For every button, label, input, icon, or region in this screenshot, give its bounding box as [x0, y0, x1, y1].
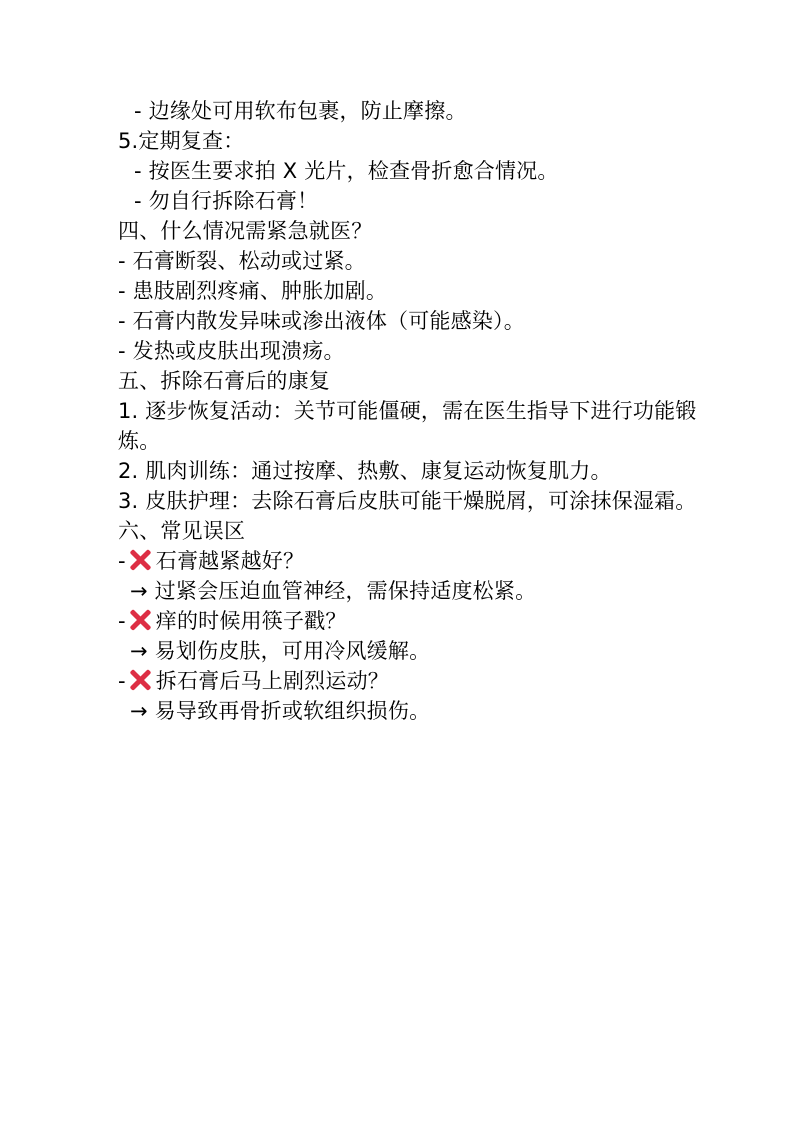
- section-heading: 四、什么情况需紧急就医？: [118, 219, 373, 243]
- dash-prefix: -: [118, 609, 126, 633]
- document-body: [118, 96, 698, 726]
- section-heading: 五、拆除石膏后的康复: [118, 369, 330, 393]
- text-line: - 发热或皮肤出现溃疡。: [118, 339, 345, 363]
- text-line: - 按医生要求拍 X 光片，检查骨折愈合情况。: [134, 159, 559, 183]
- misconception-answer: → 易划伤皮肤，可用冷风缓解。: [130, 639, 431, 663]
- misconception-answer: → 易导致再骨折或软组织损伤。: [130, 699, 431, 723]
- list-heading: 5.定期复查：: [118, 129, 245, 153]
- text-line: - 患肢剧烈疼痛、肿胀加剧。: [118, 279, 388, 303]
- misconception-item: [118, 546, 698, 576]
- cross-mark-icon: [128, 608, 152, 632]
- dash-prefix: -: [118, 549, 126, 573]
- cross-mark-icon: [128, 548, 152, 572]
- section-heading: 六、常见误区: [118, 519, 246, 543]
- misconception-question: 痒的时候用筷子戳？: [155, 609, 347, 633]
- misconception-question: 拆石膏后马上剧烈运动？: [155, 669, 389, 693]
- misconception-question: 石膏越紧越好？: [155, 549, 305, 573]
- text-line: - 边缘处可用软布包裹，防止摩擦。: [134, 99, 467, 123]
- text-line: 2. 肌肉训练：通过按摩、热敷、康复运动恢复肌力。: [118, 459, 612, 483]
- misconception-item: [118, 606, 698, 636]
- misconception-item: [118, 666, 698, 696]
- text-paragraph: 3. 皮肤护理：去除石膏后皮肤可能干燥脱屑，可涂抹保湿霜。: [118, 489, 697, 513]
- misconception-answer: → 过紧会压迫血管神经，需保持适度松紧。: [130, 579, 537, 603]
- text-line: - 石膏内散发异味或渗出液体（可能感染）。: [118, 309, 525, 333]
- text-line: - 石膏断裂、松动或过紧。: [118, 249, 366, 273]
- dash-prefix: -: [118, 669, 126, 693]
- text-paragraph: 1. 逐步恢复活动：关节可能僵硬，需在医生指导下进行功能锻炼。: [118, 399, 697, 453]
- cross-mark-icon: [128, 668, 152, 692]
- text-line: - 勿自行拆除石膏！: [134, 189, 319, 213]
